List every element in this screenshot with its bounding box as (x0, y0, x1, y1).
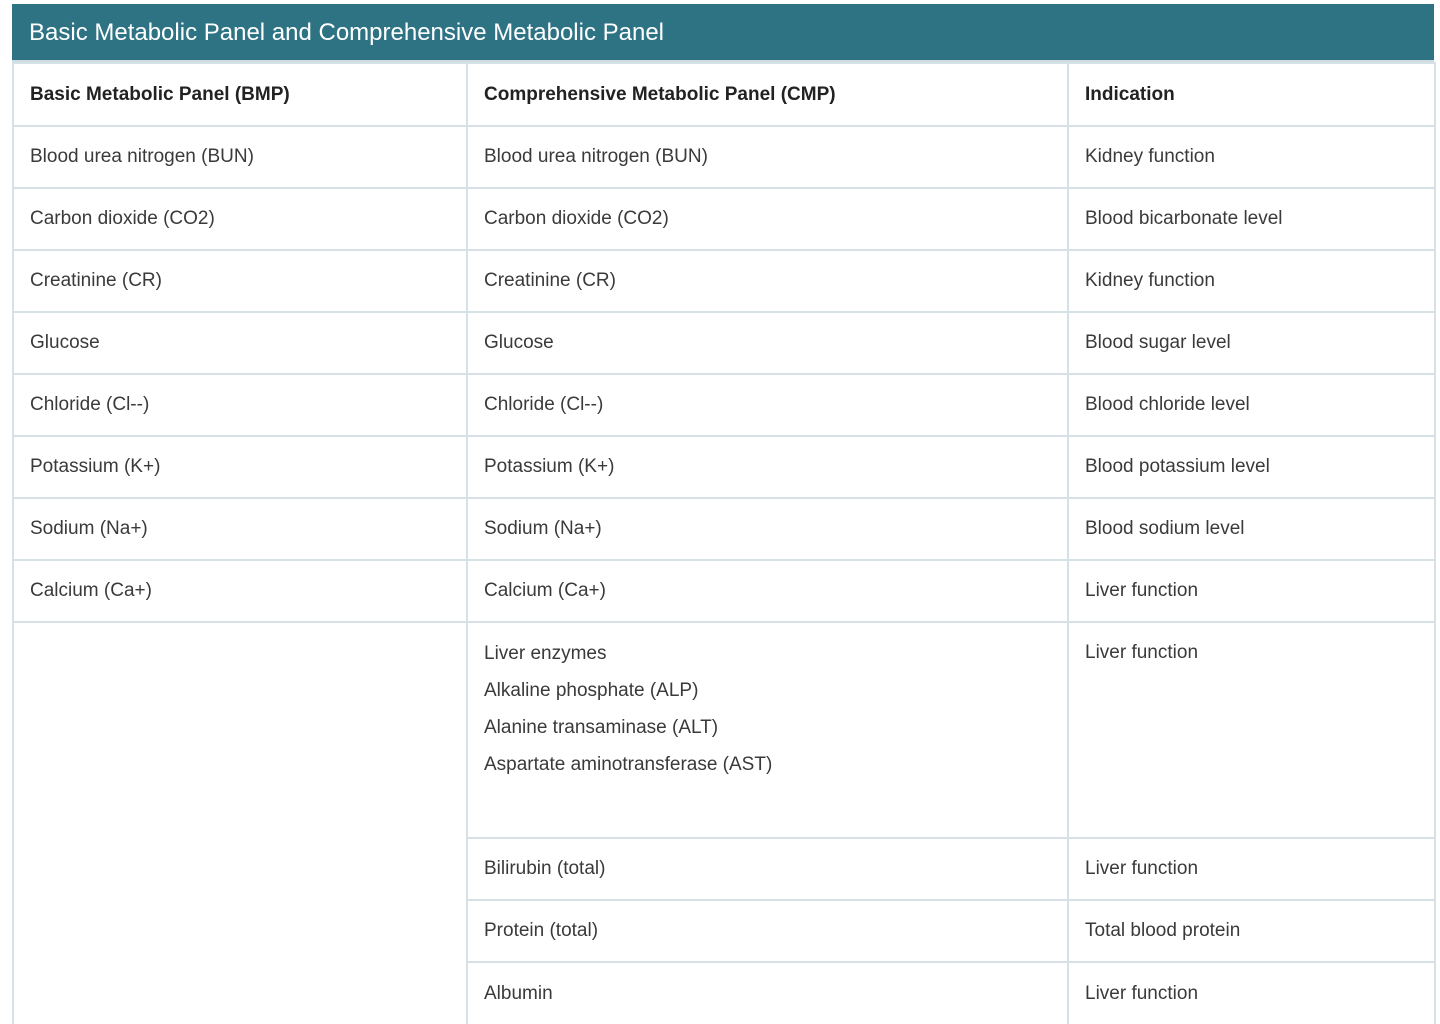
table-title: Basic Metabolic Panel and Comprehensive Metabolic Panel (12, 4, 1434, 62)
table-row (13, 312, 1435, 374)
cell-indication: Kidney function (1068, 126, 1435, 188)
cell-bmp-empty (13, 622, 467, 1024)
cell-bmp: Sodium (Na+) (13, 498, 467, 560)
cell-cmp: Potassium (K+) (467, 436, 1068, 498)
cell-indication: Liver function (1068, 838, 1435, 900)
header-bmp: Basic Metabolic Panel (BMP) (13, 63, 467, 126)
table-row (13, 498, 1435, 560)
alp-line: Alkaline phosphate (ALP) (484, 680, 699, 701)
table-row (13, 374, 1435, 436)
cell-indication: Blood sodium level (1068, 498, 1435, 560)
cell-cmp: Glucose (467, 312, 1068, 374)
cell-indication: Liver function (1068, 622, 1435, 838)
cell-indication: Total blood protein (1068, 900, 1435, 962)
table-row (13, 560, 1435, 622)
cell-indication: Blood sugar level (1068, 312, 1435, 374)
table-row (13, 250, 1435, 312)
table-row-liver-enzymes (13, 622, 1435, 838)
cell-indication: Blood bicarbonate level (1068, 188, 1435, 250)
cell-cmp: Bilirubin (total) (467, 838, 1068, 900)
cell-bmp: Calcium (Ca+) (13, 560, 467, 622)
cell-cmp: Protein (total) (467, 900, 1068, 962)
cell-indication: Liver function (1068, 560, 1435, 622)
metabolic-panel-table (12, 4, 1434, 1024)
header-row (13, 63, 1435, 126)
cell-bmp: Carbon dioxide (CO2) (13, 188, 467, 250)
cell-bmp: Glucose (13, 312, 467, 374)
cell-indication: Liver function (1068, 962, 1435, 1024)
alt-line: Alanine transaminase (ALT) (484, 717, 719, 738)
cell-indication: Blood chloride level (1068, 374, 1435, 436)
cell-indication: Blood potassium level (1068, 436, 1435, 498)
table-row (13, 188, 1435, 250)
header-cmp: Comprehensive Metabolic Panel (CMP) (467, 63, 1068, 126)
table-row (13, 126, 1435, 188)
cell-indication: Kidney function (1068, 250, 1435, 312)
cell-cmp: Blood urea nitrogen (BUN) (467, 126, 1068, 188)
table-row (13, 436, 1435, 498)
panel-comparison-table (12, 62, 1436, 1024)
liver-enzymes-line: Liver enzymes (484, 643, 607, 664)
cell-cmp: Creatinine (CR) (467, 250, 1068, 312)
header-indication: Indication (1068, 63, 1435, 126)
cell-cmp: Sodium (Na+) (467, 498, 1068, 560)
cell-bmp: Creatinine (CR) (13, 250, 467, 312)
cell-cmp: Chloride (Cl--) (467, 374, 1068, 436)
cell-cmp-liver-enzymes (467, 622, 1068, 838)
cell-cmp: Albumin (467, 962, 1068, 1024)
cell-cmp: Calcium (Ca+) (467, 560, 1068, 622)
cell-bmp: Potassium (K+) (13, 436, 467, 498)
ast-line: Aspartate aminotransferase (AST) (484, 754, 773, 775)
cell-bmp: Chloride (Cl--) (13, 374, 467, 436)
cell-bmp: Blood urea nitrogen (BUN) (13, 126, 467, 188)
cell-cmp: Carbon dioxide (CO2) (467, 188, 1068, 250)
